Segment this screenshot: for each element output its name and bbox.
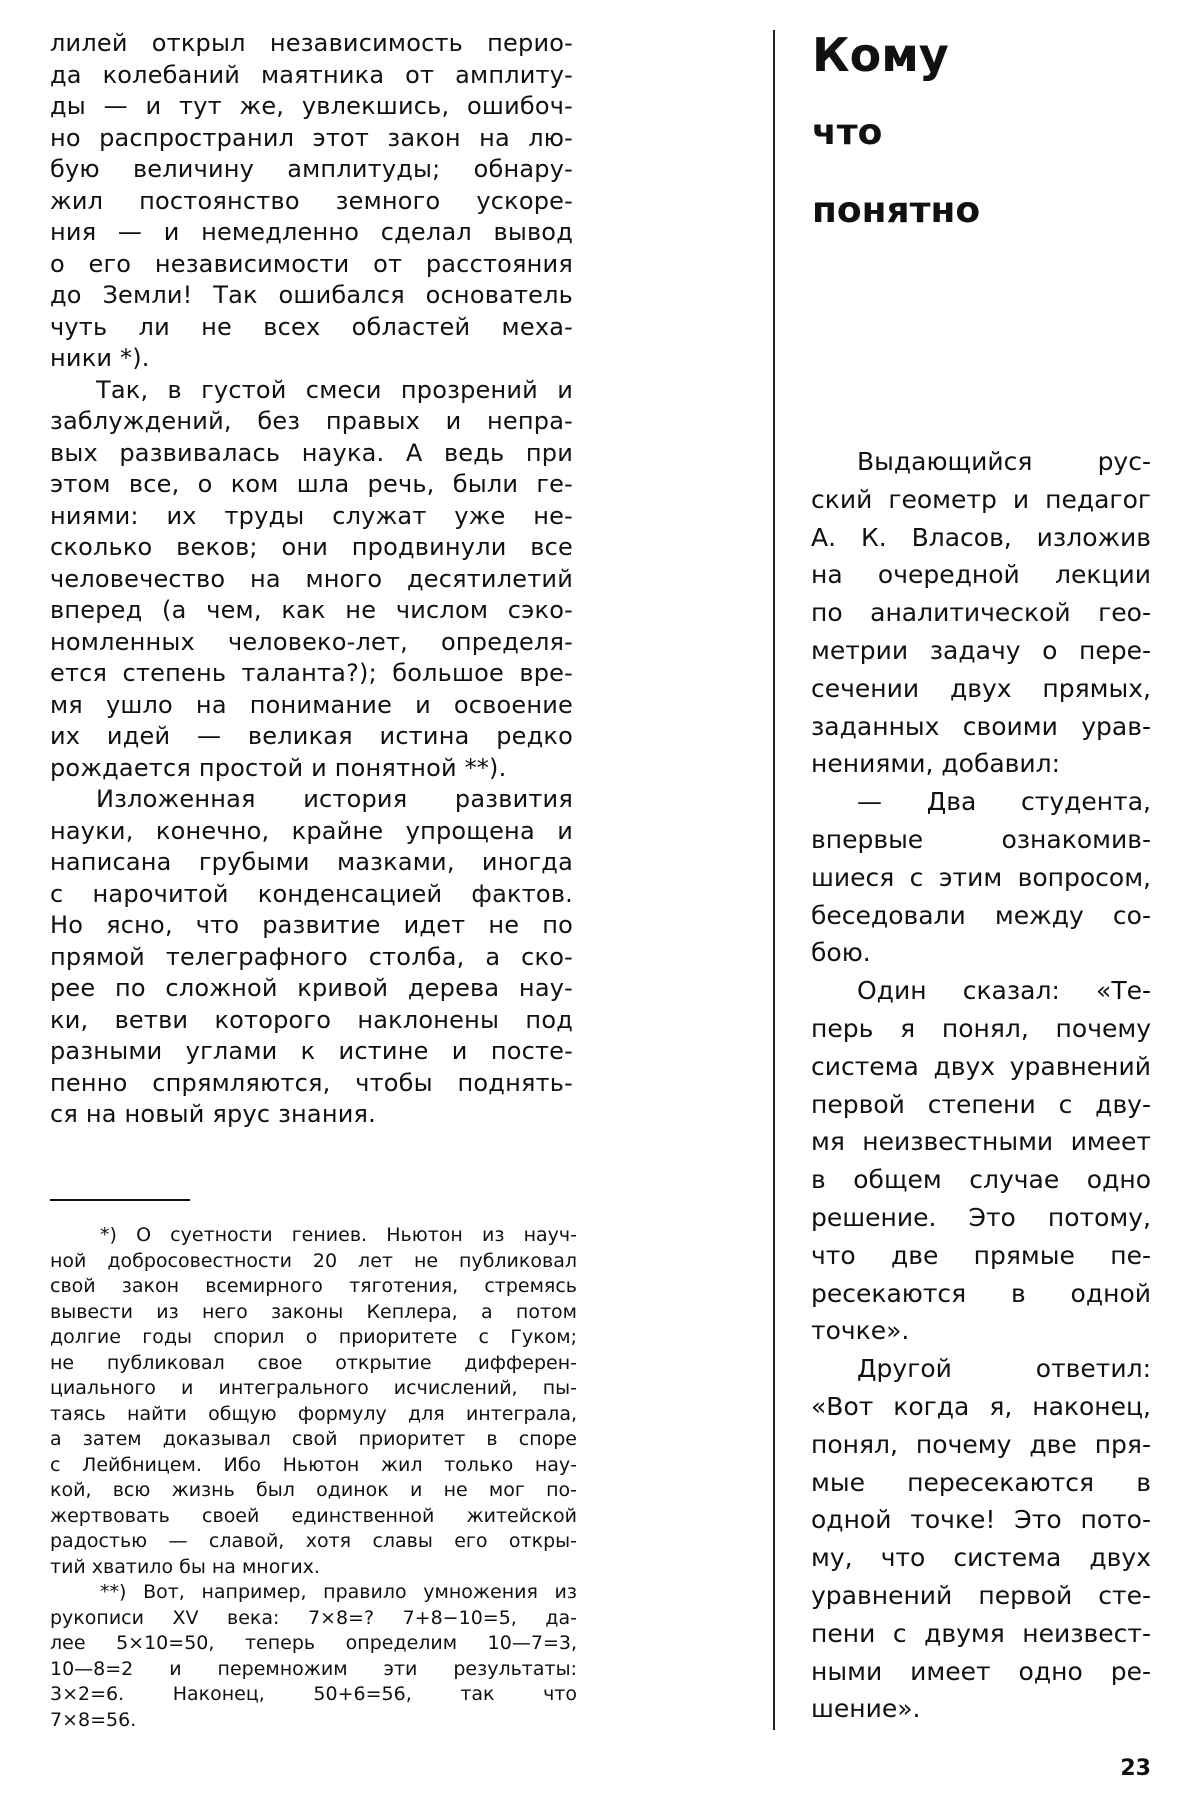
text-line: науки, конечно, крайне упрощена и bbox=[50, 816, 573, 845]
text-line: их идей — великая истина редко bbox=[50, 722, 573, 750]
footnote-start-line: **) Вот, например, правило умножения из bbox=[100, 1581, 577, 1603]
footnote-line: с Лейбницем. Ибо Ньютон жил только нау- bbox=[50, 1453, 577, 1476]
footnote-line: 3×2=6. Наконец, 50+6=56, так что bbox=[50, 1683, 577, 1705]
footnote-line: радостью — славой, хотя славы его откры- bbox=[50, 1530, 577, 1552]
text-line: ется степень таланта?); большое вре- bbox=[50, 659, 573, 687]
paragraph-start-line: Так, в густой смеси прозрений и bbox=[96, 375, 573, 404]
title-line: понятно bbox=[812, 190, 981, 231]
text-line: сколько веков; они продвинули все bbox=[50, 533, 573, 561]
text-line: бою. bbox=[811, 938, 871, 968]
footnote-line: циального и интегрального исчислений, пы- bbox=[50, 1377, 577, 1399]
text-line: заблуждений, без правых и непра- bbox=[50, 407, 573, 435]
footnote-line: тий хватило бы на многих. bbox=[50, 1555, 320, 1578]
footnote-line: лее 5×10=50, теперь определим 10—7=3, bbox=[50, 1632, 577, 1654]
text-line: да колебаний маятника от амплиту- bbox=[50, 60, 573, 89]
text-line: впервые ознакомив- bbox=[811, 824, 1151, 854]
text-line: перь я понял, почему bbox=[811, 1013, 1151, 1043]
text-line: рее по сложной кривой дерева нау- bbox=[50, 974, 573, 1002]
text-line: на очередной лекции bbox=[811, 560, 1151, 590]
text-line: написана грубыми мазками, иногда bbox=[50, 848, 573, 876]
text-line: мя неизвестными имеет bbox=[811, 1127, 1151, 1157]
text-line: Но ясно, что развитие идет не по bbox=[50, 911, 573, 939]
text-line: рождается простой и понятной **). bbox=[50, 753, 507, 782]
column-divider bbox=[773, 30, 775, 1730]
text-line: чуть ли не всех областей меха- bbox=[50, 312, 573, 341]
text-line: ники *). bbox=[50, 344, 150, 372]
text-line: ниями: их труды служат уже не- bbox=[50, 501, 573, 530]
text-line: точке». bbox=[811, 1316, 910, 1346]
text-line: этом все, о ком шла речь, были ге- bbox=[50, 470, 573, 498]
text-line: А. К. Власов, изложив bbox=[811, 522, 1151, 552]
title-line: что bbox=[812, 112, 883, 153]
text-line: шиеся с этим вопросом, bbox=[811, 862, 1151, 892]
text-line: одной точке! Это пото- bbox=[811, 1505, 1151, 1535]
text-line: сечении двух прямых, bbox=[811, 673, 1151, 703]
footnote-line: рукописи XV века: 7×8=? 7+8−10=5, да- bbox=[50, 1606, 577, 1629]
paragraph-start-line: Другой ответил: bbox=[857, 1354, 1151, 1384]
text-line: первой степени с дву- bbox=[811, 1089, 1151, 1119]
footnote-line: свой закон всемирного тяготения, стремясь bbox=[50, 1275, 577, 1297]
text-line: с нарочитой конденсацией фактов. bbox=[50, 879, 573, 908]
footnote-line: жертвовать своей единственной житейской bbox=[50, 1504, 577, 1527]
article-title bbox=[812, 24, 1152, 258]
text-line: в общем случае одно bbox=[811, 1165, 1151, 1195]
footnote-line: а затем доказывал свой приоритет в споре bbox=[50, 1428, 577, 1450]
text-line: метрии задачу о пере- bbox=[811, 635, 1151, 665]
footnote-line: 10—8=2 и перемножим эти результаты: bbox=[50, 1657, 577, 1680]
text-line: понял, почему две пря- bbox=[811, 1429, 1151, 1459]
text-line: бую величину амплитуды; обнару- bbox=[50, 155, 573, 183]
text-line: му, что система двух bbox=[811, 1543, 1151, 1573]
text-line: ды — и тут же, увлекшись, ошибоч- bbox=[50, 92, 573, 120]
text-line: уравнений первой сте- bbox=[811, 1580, 1151, 1610]
text-line: ния — и немедленно сделал вывод bbox=[50, 218, 573, 246]
paragraph-start-line: Изложенная история развития bbox=[96, 785, 573, 813]
text-line: беседовали между со- bbox=[811, 900, 1151, 930]
page-number: 23 bbox=[1120, 1756, 1151, 1781]
footnote-line: таясь найти общую формулу для интеграла, bbox=[50, 1402, 577, 1425]
text-line: лилей открыл независимость перио- bbox=[50, 29, 573, 57]
footnote-line: кой, всю жизнь был одинок и не мог по- bbox=[50, 1479, 577, 1501]
text-line: разными углами к истине и посте- bbox=[50, 1037, 573, 1065]
text-line: шение». bbox=[811, 1694, 921, 1724]
text-line: до Земли! Так ошибался основатель bbox=[50, 281, 573, 309]
text-line: ский геометр и педагог bbox=[811, 484, 1151, 514]
text-line: вперед (а чем, как не числом сэко- bbox=[50, 596, 573, 624]
text-line: система двух уравнений bbox=[811, 1051, 1151, 1081]
paragraph-start-line: Выдающийся рус- bbox=[857, 447, 1151, 476]
right-column-text bbox=[811, 443, 1151, 1728]
footnote-start-line: *) О суетности гениев. Ньютон из науч- bbox=[100, 1224, 577, 1246]
text-line: вых развивалась наука. А ведь при bbox=[50, 438, 573, 467]
text-line: ся на новый ярус знания. bbox=[50, 1100, 376, 1128]
footnote-line: 7×8=56. bbox=[50, 1708, 137, 1731]
text-line: человечество на много десятилетий bbox=[50, 564, 573, 593]
text-line: жил постоянство земного ускоре- bbox=[50, 186, 573, 215]
text-line: что две прямые пе- bbox=[811, 1240, 1151, 1270]
text-line: ресекаются в одной bbox=[811, 1278, 1151, 1308]
text-line: пенно спрямляются, чтобы поднять- bbox=[50, 1068, 573, 1097]
paragraph-start-line: Один сказал: «Те- bbox=[857, 976, 1151, 1006]
text-line: прямой телеграфного столба, а ско- bbox=[50, 942, 573, 971]
footnote-line: долгие годы спорил о приоритете с Гуком; bbox=[50, 1326, 577, 1348]
text-line: но распространил этот закон на лю- bbox=[50, 123, 573, 152]
text-line: решение. Это потому, bbox=[811, 1202, 1151, 1232]
text-line: «Вот когда я, наконец, bbox=[811, 1391, 1151, 1421]
footnote-line: вывести из него законы Кеплера, а потом bbox=[50, 1300, 577, 1323]
footnotes bbox=[50, 1223, 577, 1733]
paragraph-start-line: — Два студента, bbox=[857, 787, 1151, 817]
text-line: ными имеет одно ре- bbox=[811, 1656, 1151, 1686]
title-line: Кому bbox=[812, 28, 949, 82]
text-line: нениями, добавил: bbox=[811, 749, 1061, 779]
text-line: номленных человеко-лет, определя- bbox=[50, 627, 573, 656]
text-line: мые пересекаются в bbox=[811, 1467, 1151, 1497]
text-line: заданных своими урав- bbox=[811, 711, 1151, 741]
footnote-line: не публиковал свое открытие дифферен- bbox=[50, 1351, 577, 1374]
text-line: ки, ветви которого наклонены под bbox=[50, 1005, 573, 1034]
text-line: пени с двумя неизвест- bbox=[811, 1618, 1151, 1648]
footnote-line: ной добросовестности 20 лет не публиковал bbox=[50, 1249, 577, 1272]
text-line: мя ушло на понимание и освоение bbox=[50, 690, 573, 719]
text-line: о его независимости от расстояния bbox=[50, 249, 573, 278]
text-line: по аналитической гео- bbox=[811, 598, 1151, 628]
left-column-text bbox=[50, 28, 573, 1131]
footnote-separator bbox=[50, 1199, 190, 1201]
